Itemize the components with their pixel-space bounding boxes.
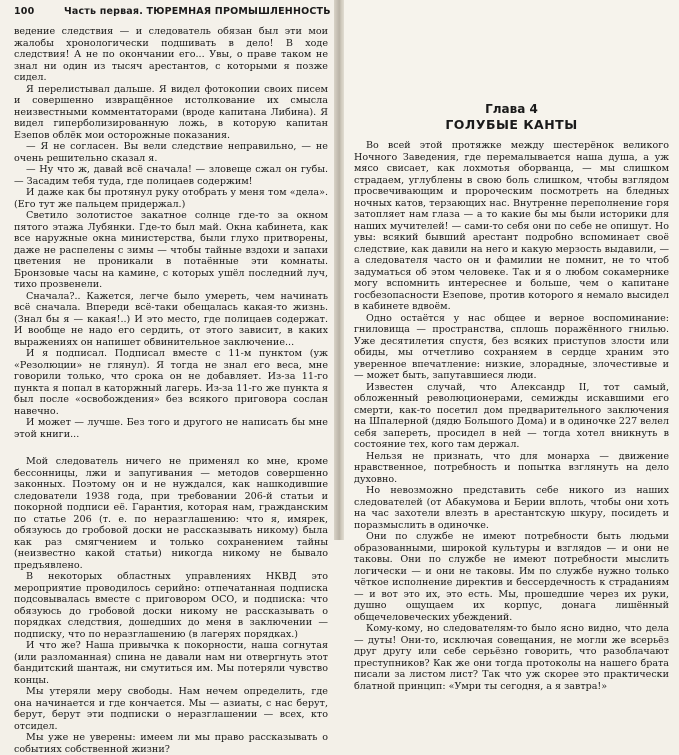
paragraph: Мы уже не уверены: имеем ли мы право рассказывать о событиях собственной жизни? (14, 732, 328, 755)
paragraph: Мой следователь ничего не применял ко мне, кроме бессонницы, лжи и запугивания — методов совершенно законных. Поэтому он и не нуждался, как нашкодившие следователи 1938 года, при требовании 206-й статьи и покорной подписи её. Гарантия, которая нам, гражданским по статье 206 (т. е. по неразглашению: что я, имярек, обязуюсь до гробовой доски не рассказывать никому) была как раз смягчением и только сохранением тайны (неизвестно какой статьи) никогда никому не бывало предъявлено. (14, 456, 328, 571)
paragraph: Одно остаётся у нас общее и верное воспоминание: гниловища — пространства, сплошь поражённого гнилью. Уже десятилетия спустя, без всяких приступов злости или обиды, мы отчетливо сохраняем в сердце храним это уверенное впечатление: низкие, злорадные, злочестивые и — может быть, запутавшиеся люди. (354, 312, 669, 381)
paragraph: — Ну что ж, давай всё сначала! — зловеще сжал он губы. — Засадим тебя туда, где полицаев содержим! (14, 164, 328, 187)
paragraph: Светило золотистое закатное солнце где-то за окном пятого этажа Лубянки. Где-то был май. Окна кабинета, как все наружные окна министерства, были глухо притворены, даже не распелены с зимы — чтобы тайные вздохи и запахи цветения не проникали в потаённые эти комнаты. Бронзовые часы на камине, с которых ушёл последний луч, тихо прозвенели. (14, 210, 328, 290)
chapter-label: Глава 4 (485, 102, 538, 116)
section-break (14, 440, 328, 456)
paragraph: ведение следствия — и следователь обязан был эти мои жалобы хронологически подшивать в дело! В ходе следствия! А не по окончании его... Увы, о праве таком не знал ни один из тысяч арестантов, с которыми я позже сидел. (14, 26, 328, 83)
page-number: 100 (14, 6, 35, 17)
paragraph: И что же? Наша привычка к покорности, наша согнутая (или разломанная) спина не давали нам ни отвергнуть этот бандитский шантаж, ни смутиться им. Мы потеряли чувство концы. (14, 640, 328, 686)
paragraph: Но невозможно представить себе никого из наших следователей (от Абакумова и Берии вплоть, чтобы они хоть на час захотели влезть в арестантскую шкуру, посидеть и поразмыслить в одиночке. (354, 485, 669, 531)
paragraph: И может — лучше. Без того и другого не написать бы мне этой книги... (14, 417, 328, 440)
paragraph: — Я не согласен. Вы вели следствие неправильно, — не очень решительно сказал я. (14, 141, 328, 164)
paragraph: И даже как бы протянул руку отобрать у меня том «дела». (Его тут же пальцем придержал.) (14, 187, 328, 210)
paragraph: Мы утеряли меру свободы. Нам нечем определить, где она начинается и где кончается. Мы — азиаты, с нас берут, берут, берут эти подписки о неразглашении — всех, кто отсидел. (14, 686, 328, 732)
paragraph: Во всей этой протяжке между шестерёнок великого Ночного Заведения, где перемалывается наша душа, а уж мясо свисает, как лохмотья оборванца, — мы слишком страдаем, углублены в свою боль слишком, чтобы взглядом просвечивающим и пророческим посмотреть на бледных ночных катов, терзающих нас. Внутренне переполнение горя затопляет нам глаза — а то какие бы мы были историки для наших мучителей! — сами-то себя они по себе не опишут. Но увы: всякий бывший арестант подробно вспоминает своё следствие, как давили на него и какую мерзость выдавили, — а следователя часто он и фамилии не помнит, не то чтоб задуматься об этом человеке. Так и я о любом сокамернике могу вспомнить интереснее и больше, чем о капитане госбезопасности Езепове, против которого я немало высидел в кабинете вдвоём. (354, 140, 669, 312)
left-body-text (14, 26, 328, 755)
chapter-title: ГОЛУБЫЕ КАНТЫ (445, 117, 578, 132)
paragraph: Известен случай, что Александр II, тот самый, обложенный революционерами, семижды искавшими его смерти, как-то посетил дом предварительного заключения на Шпалерной (дядю Большого Дома) и в одиночке 227 велел себя запереть, просидел в ней — тогда хотел вникнуть в состояние тех, кого там держал. (354, 381, 669, 450)
left-page (0, 0, 336, 755)
paragraph: В некоторых областных управлениях НКВД это мероприятие проводилось серийно: отпечатанная подписка подсовывалась вместе с приговором ОСО, и подписка: что обязуюсь до гробовой доски никому не рассказывать о порядках следствия, дошедших до меня в заключении — подписку, что по неразглашению (в лагерях порядках.) (14, 571, 328, 640)
right-body-text (354, 140, 669, 692)
left-running-header (14, 6, 331, 20)
running-title: Часть первая. ТЮРЕМНАЯ ПРОМЫШЛЕННОСТЬ (63, 6, 331, 17)
right-page (344, 0, 679, 692)
paragraph: И я подписал. Подписал вместе с 11-м пунктом (уж «Резолюции» не глянул). Я тогда не знал его веса, мне говорили только, что срока он не добавляет. Из-за 11-го пункта я попал в каторжный лагерь. Из-за 11-го же пункта я был после «освобождения» без всякого приговора сослан навечно. (14, 348, 328, 417)
paragraph: Они по службе не имеют потребности быть людьми образованными, широкой культуры и взглядов — и они не таковы. Они по службе не имеют потребности мыслить логически — и они не таковы. Им по службе нужно только чёткое исполнение директив и бессердечность к страданиям — и вот это их, это есть. Мы, прошедшие через их руки, душно ощущаем их корпус, донага лишённый общечеловеческих убеждений. (354, 531, 669, 623)
paragraph: Кому-кому, но следователям-то было ясно видно, что дела — дуты! Они-то, исключая совещания, не могли же всерьёз друг другу или себе серьёзно говорить, что разоблачают преступников? Как же они тогда протоколы на нашего брата писали за листом лист? Так что уж скорее это практически блатной принцип: «Умри ты сегодня, а я завтра!» (354, 623, 669, 692)
paragraph: Я перелистывал дальше. Я видел фотокопии своих писем и совершенно извращённое истолкование их смысла неизвестными комментаторами (вроде капитана Либина). Я видел гиперболизированную ложь, в которую капитан Езепов облёк мои осторожные показания. (14, 83, 328, 141)
chapter-heading (354, 102, 669, 132)
paragraph: Сначала?.. Кажется, легче было умереть, чем начинать всё сначала. Впереди всё-таки обещалась какая-то жизнь. (Знал бы я — какая!..) И это место, где полицаев содержат. И вообще не надо его сердить, от этого зависит, в каких выражениях он напишет обвинительное заключение... (14, 290, 328, 348)
paragraph: Нельзя не признать, что для монарха — движение нравственное, потребность и попытка взглянуть на дело духовно. (354, 450, 669, 485)
